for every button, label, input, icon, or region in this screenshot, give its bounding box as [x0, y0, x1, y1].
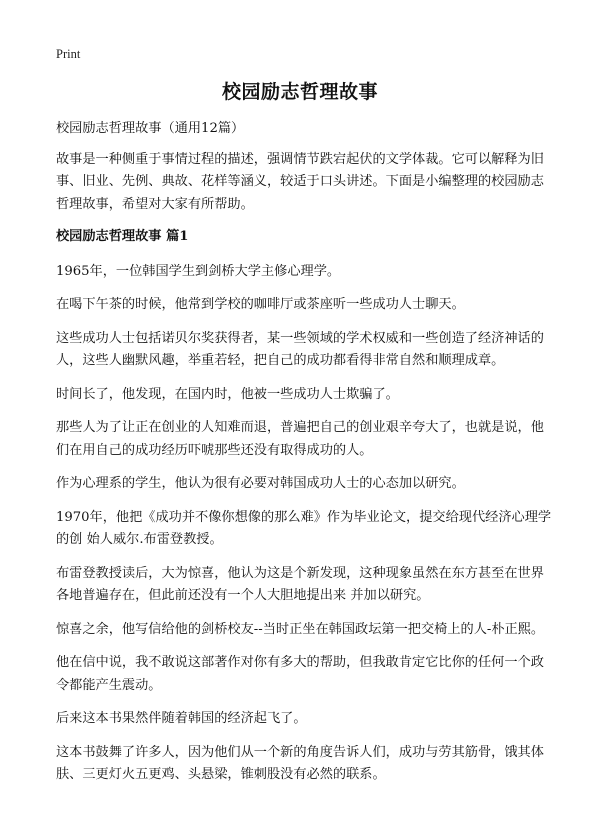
story-paragraph: 那些人为了让正在创业的人知难而退，普遍把自己的创业艰辛夸大了，也就是说，他们在用自己的成功经历吓唬那些还没有取得成功的人。: [56, 420, 544, 458]
page-title: 校园励志哲理故事: [221, 81, 378, 103]
story-paragraph: 时间长了，他发现，在国内时，他被一些成功人士欺骗了。: [56, 386, 399, 402]
story-paragraph: 惊喜之余，他写信给他的剑桥校友--当时正坐在韩国政坛第一把交椅上的人-朴正熙。: [56, 621, 545, 637]
story-paragraph: 在喝下午茶的时候，他常到学校的咖啡厅或茶座听一些成功人士聊天。: [56, 297, 465, 312]
story-paragraph: 布雷登教授读后，大为惊喜，他认为这是个新发现，这种现象虽然在东方甚至在世界各地普遍存在，但此前还没有一个人大胆地提出来 并加以研究。: [56, 565, 544, 603]
document-subtitle: 校园励志哲理故事（通用12篇）: [56, 121, 245, 136]
story-paragraph: 作为心理系的学生，他认为很有必要对韩国成功人士的心态加以研究。: [56, 476, 465, 491]
story-paragraph: 1965年，一位韩国学生到剑桥大学主修心理学。: [56, 263, 341, 279]
story-paragraph: 1970年，他把《成功并不像你想像的那么难》作为毕业论文，提交给现代经济心理学的创 始人威尔.布雷登教授。: [56, 509, 552, 547]
story-paragraph: 这本书鼓舞了许多人，因为他们从一个新的角度告诉人们，成功与劳其筋骨，饿其体肤、三更灯火五更鸡、头悬梁，锥刺股没有必然的联系。: [56, 744, 544, 782]
section-heading: 校园励志哲理故事 篇1: [56, 229, 189, 244]
print-label: Print: [56, 47, 81, 61]
document-body: [56, 118, 554, 798]
story-paragraph: 后来这本书果然伴随着韩国的经济起飞了。: [56, 711, 307, 726]
story-paragraph: 这些成功人士包括诺贝尔奖获得者，某一些领域的学术权威和一些创造了经济神话的人，这些人幽默风趣，举重若轻，把自己的成功都看得非常自然和顺理成章。: [56, 330, 544, 368]
intro-paragraph: 故事是一种侧重于事情过程的描述，强调情节跌宕起伏的文学体裁。它可以解释为旧事、旧业、先例、典故、花样等涵义，较适于口头讲述。下面是小编整理的校园励志哲理故事，希望对大家有所帮助。: [56, 151, 544, 212]
story-paragraph: 他在信中说，我不敢说这部著作对你有多大的帮助，但我敢肯定它比你的任何一个政令都能产生震动。: [56, 655, 544, 693]
